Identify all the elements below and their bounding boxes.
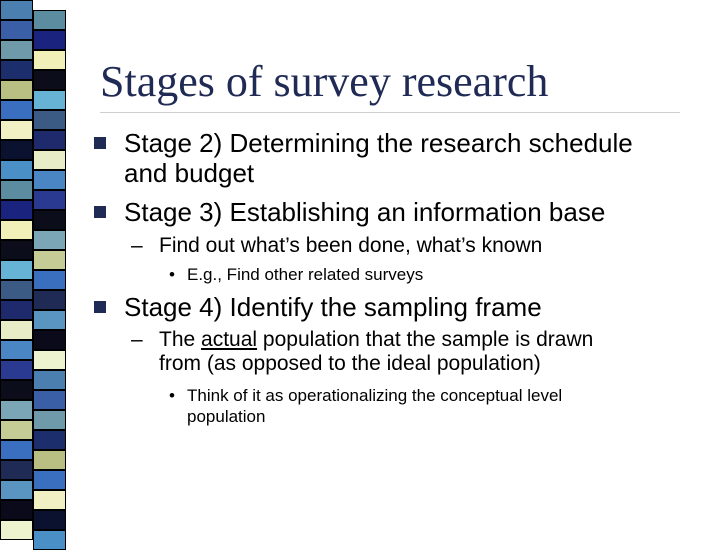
stripe-block	[33, 230, 66, 250]
bullet-stage-2-line1: Stage 2) Determining the research schedule	[124, 128, 633, 158]
stripe-block	[33, 210, 66, 230]
stripe-block	[0, 0, 33, 20]
stripe-block	[0, 340, 33, 360]
stripe-block	[0, 380, 33, 400]
stripe-block	[0, 80, 33, 100]
stripe-block	[0, 280, 33, 300]
decorative-stripe	[0, 0, 66, 540]
stripe-block	[0, 20, 33, 40]
stripe-block	[33, 450, 66, 470]
stripe-block	[33, 250, 66, 270]
post-text: population that the sample is drawn	[257, 328, 594, 351]
sub-bullet-info-base-text: Find out what’s been done, what’s known	[159, 234, 543, 257]
subsub-bullet-operationalizing	[169, 385, 563, 427]
stripe-block	[0, 320, 33, 340]
bullet-stage-2-line2: and budget	[124, 158, 255, 188]
stripe-block	[33, 370, 66, 390]
stripe-block	[33, 10, 66, 30]
title-divider	[100, 112, 680, 113]
stripe-block	[33, 390, 66, 410]
stripe-block	[33, 290, 66, 310]
stripe-block	[33, 30, 66, 50]
sub-bullet-info-base	[131, 234, 543, 258]
stripe-block	[0, 60, 33, 80]
stripe-block	[0, 480, 33, 500]
stripe-block	[0, 160, 33, 180]
stripe-block	[33, 190, 66, 210]
stripe-block	[0, 180, 33, 200]
sub-bullet-actual-population-line2: from (as opposed to the ideal population)	[159, 352, 541, 375]
stripe-block	[0, 360, 33, 380]
stripe-block	[0, 400, 33, 420]
stripe-block	[0, 140, 33, 160]
subsub-bullet-operationalizing-line2: population	[187, 407, 266, 426]
stripe-block	[33, 70, 66, 90]
stripe-block	[33, 270, 66, 290]
bullet-stage-3	[124, 197, 605, 227]
stripe-block	[33, 130, 66, 150]
stripe-block	[33, 530, 66, 550]
stripe-block	[33, 430, 66, 450]
bullet-square-icon	[94, 301, 106, 313]
pre-text: The	[159, 328, 202, 351]
stripe-block	[33, 150, 66, 170]
stripe-block	[33, 490, 66, 510]
stripe-block	[33, 170, 66, 190]
slide-title: Stages of survey research	[100, 57, 549, 106]
sub-bullet-actual-population-line1	[159, 328, 593, 352]
bullet-stage-3-text: Stage 3) Establishing an information base	[124, 197, 606, 227]
stripe-block	[0, 460, 33, 480]
stripe-block	[33, 330, 66, 350]
stripe-block	[0, 220, 33, 240]
subsub-bullet-operationalizing-line1: Think of it as operationalizing the conceptual level	[187, 386, 563, 405]
stripe-block	[0, 520, 33, 540]
sub-bullet-actual-population	[131, 328, 594, 376]
stripe-block	[33, 90, 66, 110]
stripe-block	[33, 410, 66, 430]
stripe-block	[0, 120, 33, 140]
bullet-square-icon	[94, 206, 106, 218]
dot-marker: •	[169, 265, 175, 284]
dot-marker: •	[169, 386, 175, 405]
stripe-block	[0, 240, 33, 260]
dash-marker: –	[131, 328, 143, 351]
underlined-word: actual	[201, 328, 258, 351]
subsub-bullet-related-surveys-text: E.g., Find other related surveys	[187, 265, 424, 284]
stripe-block	[33, 510, 66, 530]
stripe-block	[0, 260, 33, 280]
stripe-block	[33, 350, 66, 370]
stripe-block	[0, 500, 33, 520]
bullet-stage-2	[124, 128, 633, 188]
bullet-stage-4	[124, 292, 542, 322]
stripe-block	[0, 440, 33, 460]
stripe-block	[0, 40, 33, 60]
stripe-block	[33, 310, 66, 330]
stripe-block	[0, 300, 33, 320]
bullet-stage-4-text: Stage 4) Identify the sampling frame	[124, 292, 542, 322]
stripe-block	[33, 110, 66, 130]
bullet-square-icon	[94, 137, 106, 149]
stripe-block	[33, 50, 66, 70]
stripe-block	[33, 470, 66, 490]
stripe-block	[0, 100, 33, 120]
dash-marker: –	[131, 234, 143, 257]
subsub-bullet-related-surveys	[169, 264, 424, 285]
stripe-block	[0, 420, 33, 440]
stripe-block	[0, 200, 33, 220]
